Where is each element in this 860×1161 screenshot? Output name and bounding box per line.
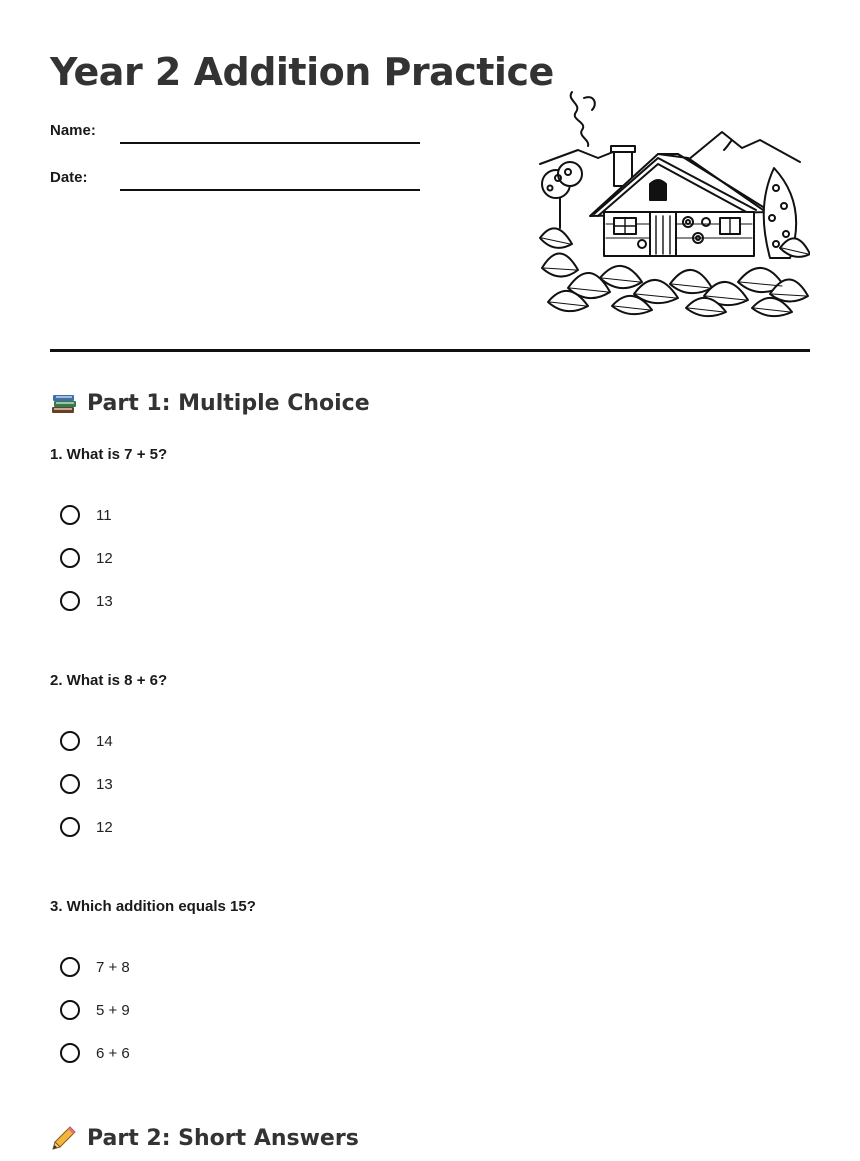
- radio-button[interactable]: [60, 548, 80, 568]
- date-field[interactable]: [50, 165, 430, 195]
- answer-option[interactable]: [60, 997, 130, 1023]
- radio-button[interactable]: [60, 731, 80, 751]
- part1-heading: [50, 389, 370, 417]
- option-label: 11: [96, 506, 112, 524]
- header-divider: [50, 349, 810, 352]
- date-input-line[interactable]: [120, 189, 420, 191]
- name-field[interactable]: [50, 118, 430, 148]
- question-text: 1. What is 7 + 5?: [50, 446, 168, 463]
- radio-button[interactable]: [60, 774, 80, 794]
- radio-button[interactable]: [60, 1043, 80, 1063]
- option-label: 12: [96, 818, 113, 836]
- name-label: Name:: [50, 122, 96, 139]
- option-label: 12: [96, 549, 113, 567]
- answer-option[interactable]: [60, 771, 113, 797]
- answer-option[interactable]: [60, 1040, 130, 1066]
- books-icon: [50, 389, 78, 417]
- date-label: Date:: [50, 169, 88, 186]
- answer-option[interactable]: [60, 502, 112, 528]
- option-label: 7 + 8: [96, 958, 130, 976]
- option-label: 13: [96, 592, 113, 610]
- answer-option[interactable]: [60, 728, 113, 754]
- radio-button[interactable]: [60, 505, 80, 525]
- radio-button[interactable]: [60, 591, 80, 611]
- answer-option[interactable]: [60, 545, 113, 571]
- part1-title: Part 1: Multiple Choice: [87, 390, 370, 416]
- pencil-icon: [50, 1124, 78, 1152]
- option-label: 14: [96, 732, 113, 750]
- question-text: 3. Which addition equals 15?: [50, 898, 256, 915]
- option-label: 5 + 9: [96, 1001, 130, 1019]
- option-label: 6 + 6: [96, 1044, 130, 1062]
- radio-button[interactable]: [60, 817, 80, 837]
- part2-title: Part 2: Short Answers: [87, 1125, 359, 1151]
- question-text: 2. What is 8 + 6?: [50, 672, 168, 689]
- part2-heading: [50, 1124, 359, 1152]
- answer-option[interactable]: [60, 588, 113, 614]
- radio-button[interactable]: [60, 957, 80, 977]
- radio-button[interactable]: [60, 1000, 80, 1020]
- page-title: Year 2 Addition Practice: [50, 50, 554, 94]
- option-label: 13: [96, 775, 113, 793]
- name-input-line[interactable]: [120, 142, 420, 144]
- answer-option[interactable]: [60, 954, 130, 980]
- cottage-illustration: [538, 88, 810, 324]
- answer-option[interactable]: [60, 814, 113, 840]
